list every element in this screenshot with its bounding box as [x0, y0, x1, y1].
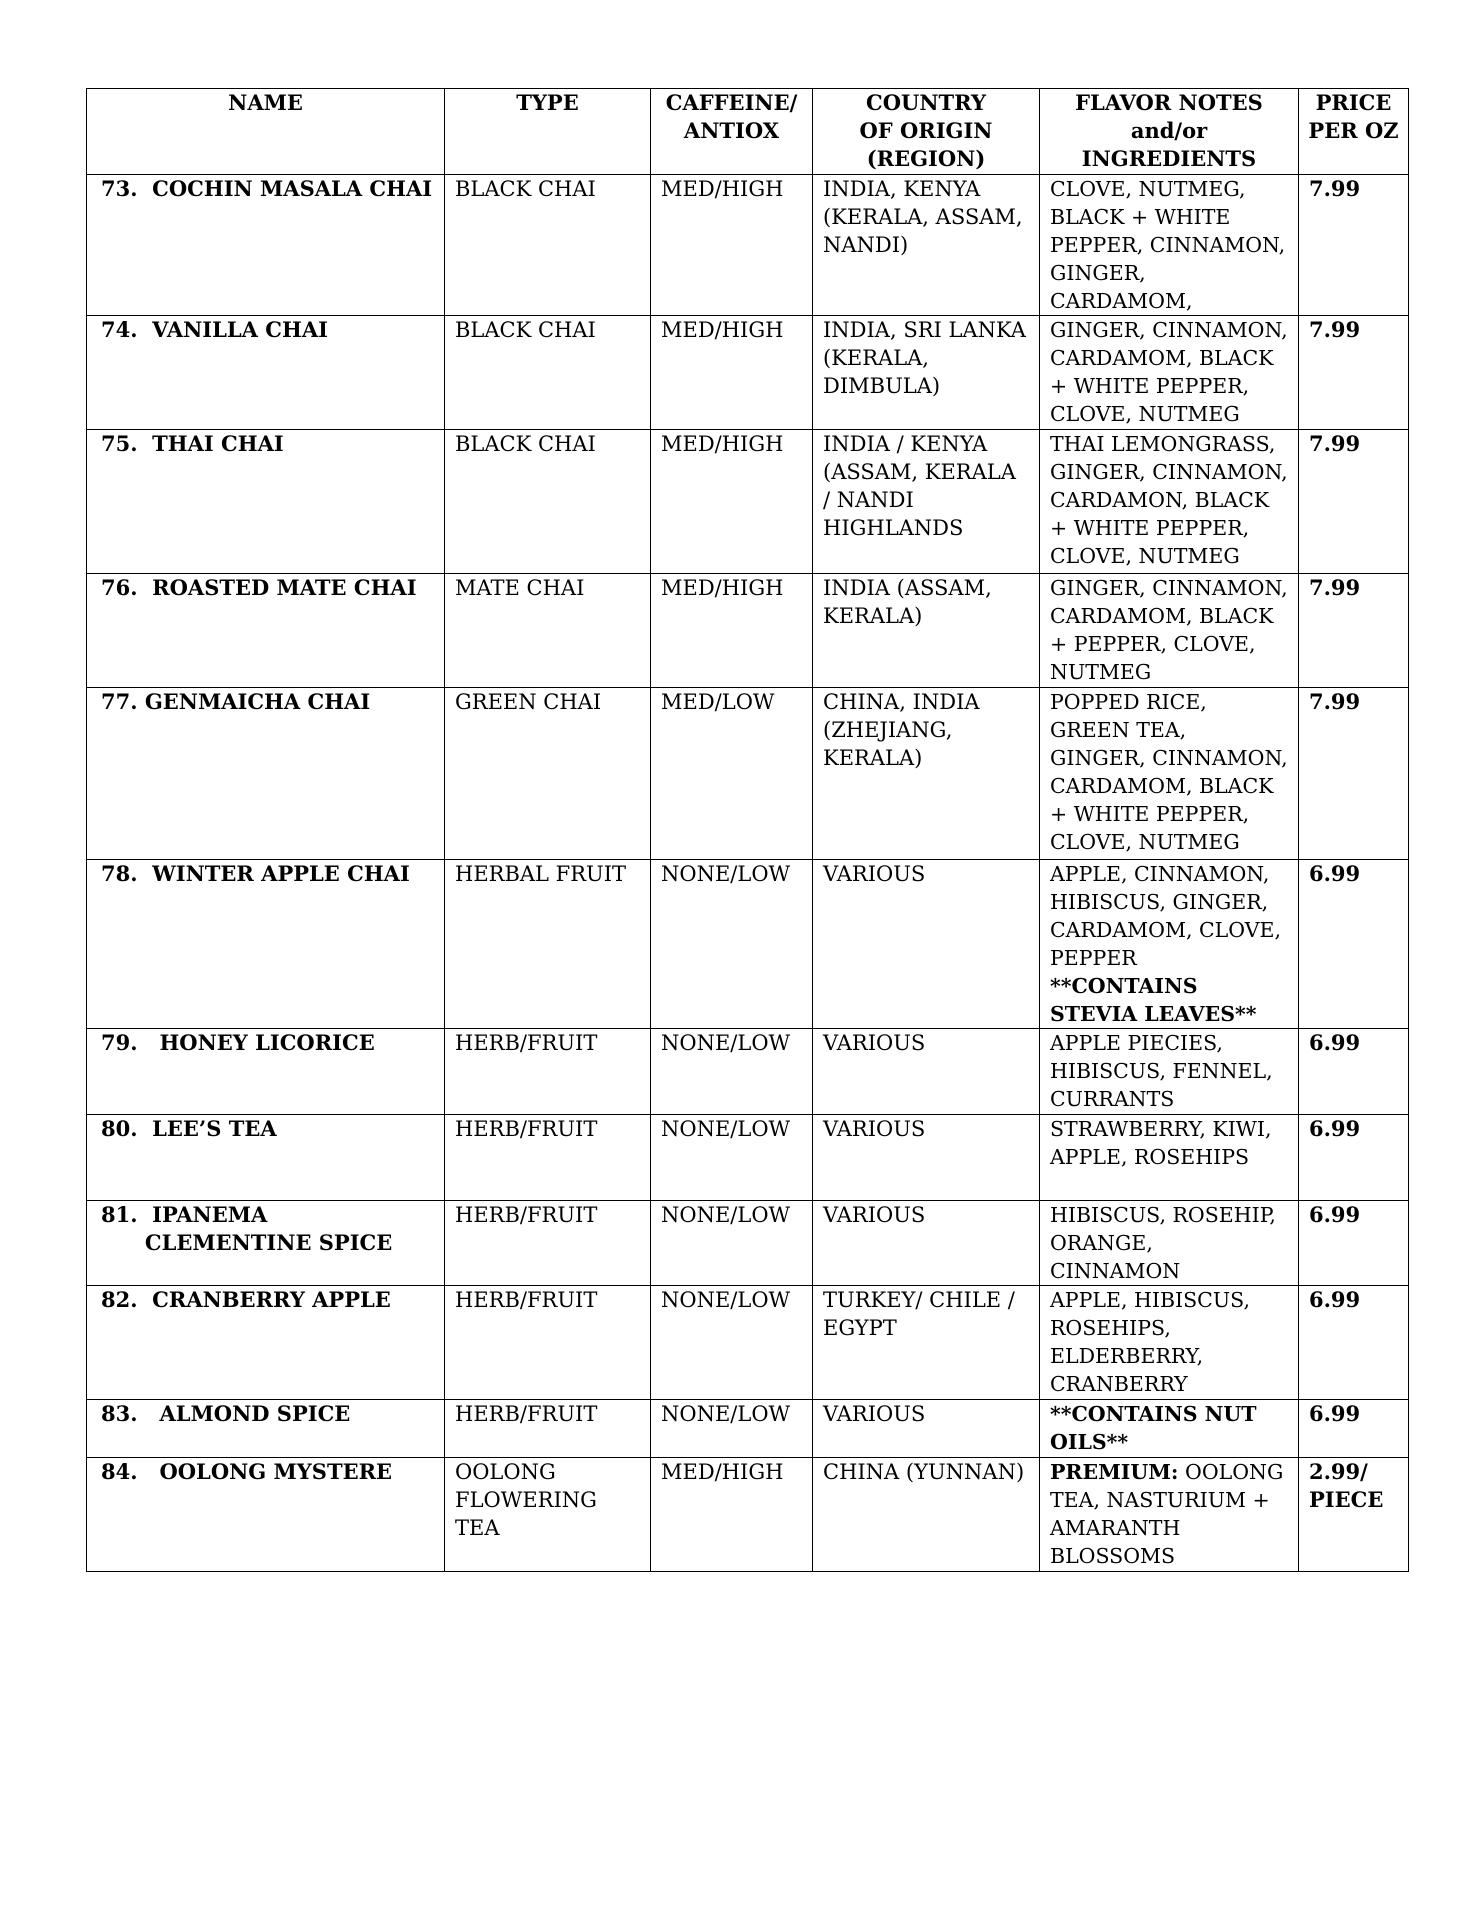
tea-flavor-notes: [1040, 1029, 1299, 1115]
notes-text: POPPED RICE, GREEN TEA, GINGER, CINNAMON, CARDAMOM, BLACK + WHITE PEPPER, CLOVE, NUTMEG: [1050, 690, 1288, 854]
notes-lead: PREMIUM:: [1050, 1460, 1179, 1484]
table-row: [87, 1115, 1409, 1201]
table-row: [87, 1286, 1409, 1400]
notes-text: APPLE PIECIES, HIBISCUS, FENNEL, CURRANTS: [1050, 1031, 1273, 1111]
notes-text: GINGER, CINNAMON, CARDAMOM, BLACK + PEPPER, CLOVE, NUTMEG: [1050, 576, 1288, 684]
tea-caffeine: MED/HIGH: [651, 574, 813, 688]
notes-text: STRAWBERRY, KIWI, APPLE, ROSEHIPS: [1050, 1117, 1272, 1169]
tea-origin: VARIOUS: [813, 860, 1040, 1029]
tea-origin: INDIA / KENYA (ASSAM, KERALA / NANDI HIGHLANDS: [813, 430, 1040, 574]
tea-name: 82. CRANBERRY APPLE: [87, 1286, 445, 1400]
tea-name: 81. IPANEMA CLEMENTINE SPICE: [87, 1201, 445, 1286]
tea-type: GREEN CHAI: [445, 688, 651, 860]
header-type: TYPE: [445, 89, 651, 175]
tea-price: 6.99: [1299, 1029, 1409, 1115]
table-row: [87, 688, 1409, 860]
tea-price: 7.99: [1299, 175, 1409, 316]
tea-flavor-notes: [1040, 1286, 1299, 1400]
tea-origin: VARIOUS: [813, 1400, 1040, 1458]
tea-type: HERB/FRUIT: [445, 1286, 651, 1400]
tea-caffeine: MED/HIGH: [651, 316, 813, 430]
tea-origin: VARIOUS: [813, 1201, 1040, 1286]
tea-type: BLACK CHAI: [445, 430, 651, 574]
tea-name: 76. ROASTED MATE CHAI: [87, 574, 445, 688]
tea-price: 7.99: [1299, 688, 1409, 860]
tea-type: OOLONG FLOWERING TEA: [445, 1458, 651, 1572]
tea-table: [86, 88, 1409, 1572]
table-row: [87, 574, 1409, 688]
tea-type: HERB/FRUIT: [445, 1201, 651, 1286]
tea-type: HERB/FRUIT: [445, 1115, 651, 1201]
tea-flavor-notes: [1040, 430, 1299, 574]
tea-name: 80. LEE’S TEA: [87, 1115, 445, 1201]
tea-name: 74. VANILLA CHAI: [87, 316, 445, 430]
table-body: [87, 175, 1409, 1572]
table-row: [87, 1400, 1409, 1458]
table-row: [87, 1458, 1409, 1572]
notes-warning: **CONTAINS STEVIA LEAVES**: [1050, 974, 1257, 1026]
tea-caffeine: MED/HIGH: [651, 175, 813, 316]
tea-type: HERB/FRUIT: [445, 1029, 651, 1115]
tea-price: 7.99: [1299, 430, 1409, 574]
tea-flavor-notes: [1040, 1400, 1299, 1458]
tea-flavor-notes: [1040, 1458, 1299, 1572]
tea-flavor-notes: [1040, 175, 1299, 316]
notes-text: THAI LEMONGRASS, GINGER, CINNAMON, CARDAMON, BLACK + WHITE PEPPER, CLOVE, NUTMEG: [1050, 432, 1288, 568]
tea-flavor-notes: [1040, 860, 1299, 1029]
tea-price: 6.99: [1299, 1400, 1409, 1458]
tea-origin: CHINA (YUNNAN): [813, 1458, 1040, 1572]
tea-type: HERB/FRUIT: [445, 1400, 651, 1458]
tea-price: 7.99: [1299, 316, 1409, 430]
tea-flavor-notes: [1040, 1115, 1299, 1201]
tea-menu-sheet: [86, 88, 1408, 1572]
tea-price: 7.99: [1299, 574, 1409, 688]
tea-origin: VARIOUS: [813, 1029, 1040, 1115]
header-notes: FLAVOR NOTES and/or INGREDIENTS: [1040, 89, 1299, 175]
tea-name: 75. THAI CHAI: [87, 430, 445, 574]
tea-caffeine: NONE/LOW: [651, 1286, 813, 1400]
table-row: [87, 430, 1409, 574]
tea-name: 78. WINTER APPLE CHAI: [87, 860, 445, 1029]
tea-name: 84. OOLONG MYSTERE: [87, 1458, 445, 1572]
header-caffeine: CAFFEINE/ ANTIOX: [651, 89, 813, 175]
tea-caffeine: NONE/LOW: [651, 1115, 813, 1201]
header-price: PRICE PER OZ: [1299, 89, 1409, 175]
tea-type: MATE CHAI: [445, 574, 651, 688]
notes-text: APPLE, HIBISCUS, ROSEHIPS, ELDERBERRY, CRANBERRY: [1050, 1288, 1250, 1396]
tea-flavor-notes: [1040, 316, 1299, 430]
tea-name: 79. HONEY LICORICE: [87, 1029, 445, 1115]
table-header: [87, 89, 1409, 175]
tea-type: BLACK CHAI: [445, 316, 651, 430]
tea-price: 6.99: [1299, 1115, 1409, 1201]
notes-text: CLOVE, NUTMEG, BLACK + WHITE PEPPER, CINNAMON, GINGER, CARDAMOM,: [1050, 177, 1286, 313]
tea-caffeine: NONE/LOW: [651, 860, 813, 1029]
notes-text: GINGER, CINNAMON, CARDAMOM, BLACK + WHITE PEPPER, CLOVE, NUTMEG: [1050, 318, 1288, 426]
tea-origin: INDIA (ASSAM, KERALA): [813, 574, 1040, 688]
tea-caffeine: MED/LOW: [651, 688, 813, 860]
tea-caffeine: MED/HIGH: [651, 430, 813, 574]
header-name: NAME: [87, 89, 445, 175]
tea-name: 77. GENMAICHA CHAI: [87, 688, 445, 860]
tea-type: HERBAL FRUIT: [445, 860, 651, 1029]
notes-text: HIBISCUS, ROSEHIP, ORANGE, CINNAMON: [1050, 1203, 1276, 1283]
tea-price: 6.99: [1299, 1286, 1409, 1400]
table-row: [87, 175, 1409, 316]
tea-price: 2.99/ PIECE: [1299, 1458, 1409, 1572]
tea-caffeine: NONE/LOW: [651, 1400, 813, 1458]
notes-text: APPLE, CINNAMON, HIBISCUS, GINGER, CARDAMOM, CLOVE, PEPPER: [1050, 862, 1282, 970]
tea-name: 73. COCHIN MASALA CHAI: [87, 175, 445, 316]
tea-type: BLACK CHAI: [445, 175, 651, 316]
tea-flavor-notes: [1040, 688, 1299, 860]
table-row: [87, 860, 1409, 1029]
notes-warning: **CONTAINS NUT OILS**: [1050, 1402, 1257, 1454]
tea-caffeine: NONE/LOW: [651, 1201, 813, 1286]
tea-origin: INDIA, KENYA (KERALA, ASSAM, NANDI): [813, 175, 1040, 316]
tea-origin: VARIOUS: [813, 1115, 1040, 1201]
header-origin: COUNTRY OF ORIGIN (REGION): [813, 89, 1040, 175]
table-row: [87, 1029, 1409, 1115]
table-row: [87, 316, 1409, 430]
tea-flavor-notes: [1040, 1201, 1299, 1286]
tea-name: 83. ALMOND SPICE: [87, 1400, 445, 1458]
tea-price: 6.99: [1299, 860, 1409, 1029]
tea-flavor-notes: [1040, 574, 1299, 688]
tea-caffeine: NONE/LOW: [651, 1029, 813, 1115]
tea-origin: TURKEY/ CHILE / EGYPT: [813, 1286, 1040, 1400]
tea-caffeine: MED/HIGH: [651, 1458, 813, 1572]
tea-origin: CHINA, INDIA (ZHEJIANG, KERALA): [813, 688, 1040, 860]
tea-origin: INDIA, SRI LANKA (KERALA, DIMBULA): [813, 316, 1040, 430]
tea-price: 6.99: [1299, 1201, 1409, 1286]
table-row: [87, 1201, 1409, 1286]
notes-text: OOLONG TEA, NASTURIUM + AMARANTH BLOSSOMS: [1050, 1460, 1284, 1568]
